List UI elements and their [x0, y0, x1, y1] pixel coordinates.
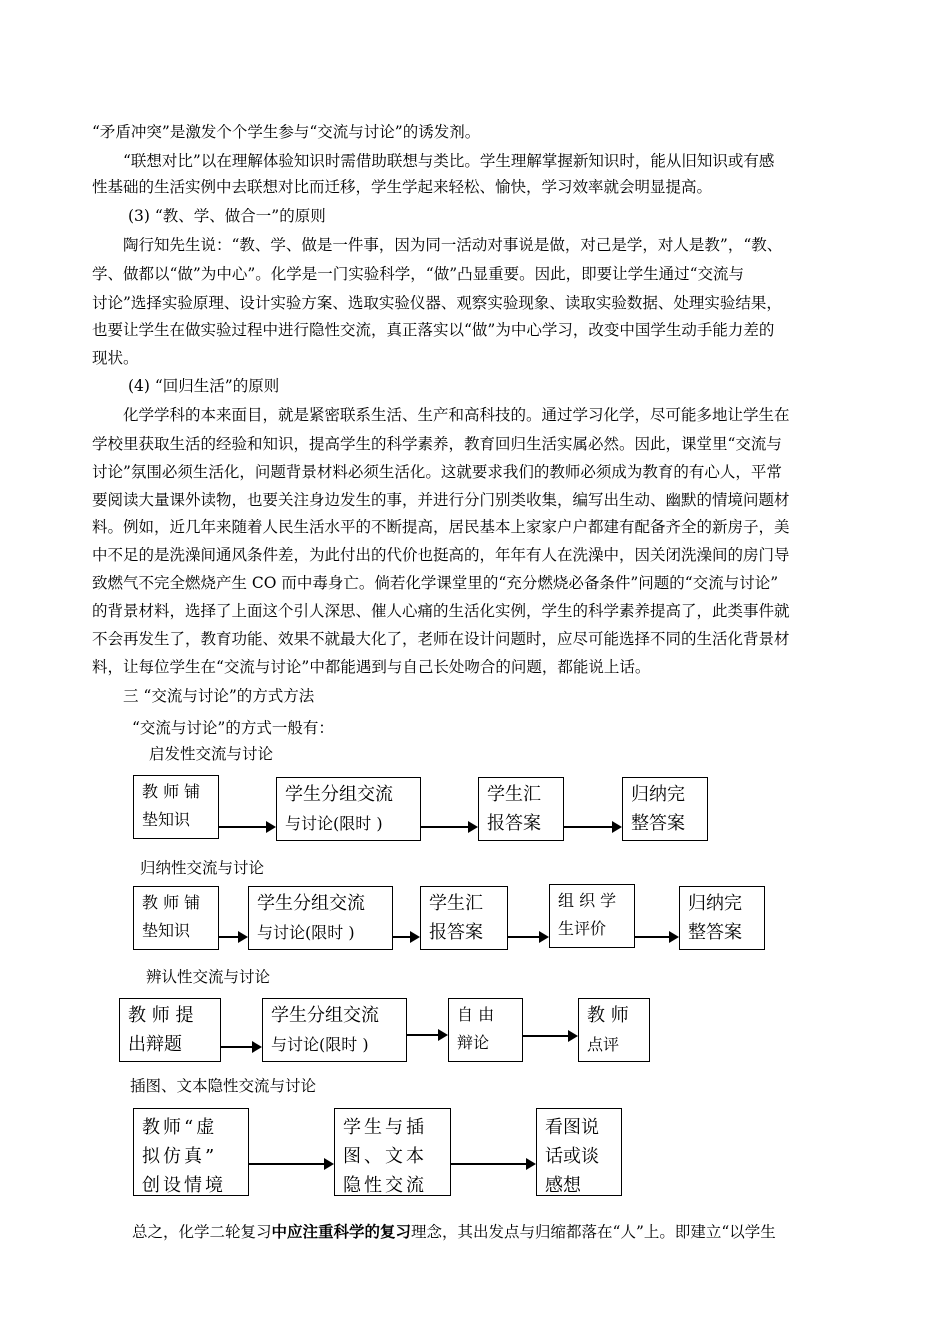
flow-arrow-icon — [421, 826, 476, 828]
box-line: 学生汇 — [487, 784, 541, 805]
box-line: 整答案 — [631, 813, 685, 834]
flow3-step4-box — [578, 998, 650, 1062]
paragraph-line: 也要让学生在做实验过程中进行隐性交流，真正落实以“做”为中心学习，改变中国学生动手能力差的 — [92, 321, 775, 339]
section-heading: 三 “交流与讨论”的方式方法 — [123, 687, 315, 705]
paragraph-line: 讨论”选择实验原理、设计实验方案、选取实验仪器、观察实验现象、读取实验数据、处理实验结果， — [92, 294, 782, 312]
flow1-step1-box — [133, 775, 219, 839]
box-line: 与讨论(限时 ) — [285, 814, 383, 833]
paragraph-line: 性基础的生活实例中去联想对比而迁移，学生学起来轻松、愉快，学习效率就会明显提高。 — [92, 178, 713, 196]
heading-principle-4: (4) “回归生活”的原则 — [128, 377, 280, 395]
box-line: 生评价 — [558, 919, 607, 938]
paragraph-line: 要阅读大量课外读物，也要关注身边发生的事，并进行分门别类收集，编写出生动、幽默的情境问题材 — [92, 491, 790, 509]
paragraph-line: 的背景材料，选择了上面这个引人深思、催人心痛的生活化实例，学生的科学素养提高了，此类事件就 — [92, 602, 790, 620]
box-line: 看图说 — [545, 1117, 599, 1138]
box-line: 图、文本 — [343, 1146, 427, 1167]
box-line: 垫知识 — [142, 810, 191, 829]
closing-line — [132, 1222, 776, 1242]
closing-text-c: 理念，其出发点与归缩都落在“人”上。即建立“以学生 — [411, 1223, 776, 1241]
flow2-step4-box — [549, 884, 635, 948]
paragraph-line: “矛盾冲突”是激发个个学生参与“交流与讨论”的诱发剂。 — [92, 123, 481, 141]
box-line: 整答案 — [688, 922, 742, 943]
flow3-step3-box — [448, 998, 523, 1062]
paragraph-line: 陶行知先生说：“教、学、做是一件事，因为同一活动对事说是做，对己是学，对人是教”，“教、 — [123, 236, 783, 254]
box-line: 组 织 学 — [558, 891, 617, 910]
flow-arrow-icon — [451, 1163, 534, 1165]
box-line: 与讨论(限时 ) — [271, 1035, 369, 1054]
paragraph-line: 致燃气不完全燃烧产生 CO 而中毒身亡。倘若化学课堂里的“充分燃烧必备条件”问题的“交流与讨论” — [92, 574, 779, 592]
flow1-step2-box — [276, 777, 421, 841]
box-line: 学生分组交流 — [285, 784, 393, 805]
box-line: 学生与插 — [343, 1117, 427, 1138]
box-line: 出辩题 — [128, 1034, 182, 1055]
flow-arrow-icon — [219, 826, 274, 828]
box-line: 报答案 — [487, 813, 541, 834]
box-line: 自 由 — [457, 1005, 495, 1024]
flow4-step3-box — [536, 1108, 622, 1196]
box-line: 教 师 提 — [128, 1005, 194, 1026]
flow-title-inductive: 归纳性交流与讨论 — [140, 859, 265, 877]
flow2-step2-box — [248, 886, 393, 950]
flow-arrow-icon — [508, 936, 547, 938]
flow2-step3-box — [420, 886, 508, 950]
flow-arrow-icon — [219, 936, 246, 938]
paragraph-line: 学校里获取生活的经验和知识，提高学生的科学素养，教育回归生活实属必然。因此，课堂里“交流与 — [92, 435, 782, 453]
box-line: 归纳完 — [688, 893, 742, 914]
flow3-step1-box — [119, 998, 221, 1062]
flow2-step5-box — [679, 886, 765, 950]
closing-text-a: 总之，化学二轮复习 — [132, 1223, 272, 1241]
box-line: 报答案 — [429, 922, 483, 943]
paragraph-line: “交流与讨论”的方式一般有： — [132, 719, 334, 737]
box-line: 拟仿真” — [142, 1146, 218, 1167]
paragraph-line: 料，让每位学生在“交流与讨论”中都能遇到与自己长处吻合的问题，都能说上话。 — [92, 658, 651, 676]
box-line: 垫知识 — [142, 921, 191, 940]
flow4-step2-box — [334, 1108, 451, 1196]
flow-title-heuristic: 启发性交流与讨论 — [149, 745, 274, 763]
flow1-step4-box — [622, 777, 708, 841]
box-line: 点评 — [587, 1035, 620, 1054]
box-line: 与讨论(限时 ) — [257, 923, 355, 942]
paragraph-line: 不会再发生了，教育功能、效果不就最大化了，老师在设计问题时，应尽可能选择不同的生活化背景材 — [92, 630, 790, 648]
closing-text-bold: 中应注重科学的复习 — [271, 1223, 412, 1241]
flow-arrow-icon — [635, 936, 677, 938]
flow-title-debate: 辨认性交流与讨论 — [146, 968, 271, 986]
flow-arrow-icon — [393, 936, 418, 938]
flow2-step1-box — [133, 886, 219, 950]
flow-title-illustration: 插图、文本隐性交流与讨论 — [130, 1077, 317, 1095]
box-line: 话或谈 — [545, 1146, 599, 1167]
paragraph-line: 学、做都以“做”为中心”。化学是一门实验科学，“做”凸显重要。因此，即要让学生通过“交流与 — [92, 265, 745, 283]
box-line: 教师“虚 — [142, 1117, 218, 1138]
paragraph-line: 中不足的是洗澡间通风条件差，为此付出的代价也挺高的，年年有人在洗澡中，因关闭洗澡间的房门导 — [92, 546, 790, 564]
flow-arrow-icon — [221, 1046, 260, 1048]
box-line: 隐性交流 — [343, 1175, 427, 1196]
flow-arrow-icon — [249, 1163, 332, 1165]
box-line: 创设情境 — [142, 1175, 226, 1196]
box-line: 学生分组交流 — [271, 1005, 379, 1026]
box-line: 学生汇 — [429, 893, 483, 914]
paragraph-line: “联想对比”以在理解体验知识时需借助联想与类比。学生理解掌握新知识时，能从旧知识或有感 — [123, 152, 775, 170]
flow-arrow-icon — [523, 1035, 576, 1037]
box-line: 教 师 铺 — [142, 893, 201, 912]
paragraph-line: 料。例如，近几年来随着人民生活水平的不断提高，居民基本上家家户户都建有配备齐全的新房子，美 — [92, 518, 790, 536]
paragraph-line: 现状。 — [92, 349, 139, 367]
flow1-step3-box — [478, 777, 564, 841]
paragraph-line: 化学学科的本来面目，就是紧密联系生活、生产和高科技的。通过学习化学，尽可能多地让学生在 — [123, 406, 790, 424]
box-line: 辩论 — [457, 1033, 490, 1052]
paragraph-line: 讨论”氛围必须生活化，问题背景材料必须生活化。这就要求我们的教师必须成为教育的有心人，平常 — [92, 463, 782, 481]
flow-arrow-icon — [564, 826, 620, 828]
box-line: 教 师 铺 — [142, 782, 201, 801]
flow4-step1-box — [133, 1108, 249, 1196]
box-line: 教 师 — [587, 1005, 629, 1026]
box-line: 归纳完 — [631, 784, 685, 805]
flow3-step2-box — [262, 998, 407, 1062]
heading-principle-3: (3) “教、学、做合一”的原则 — [128, 207, 326, 225]
box-line: 学生分组交流 — [257, 893, 365, 914]
flow-arrow-icon — [407, 1034, 446, 1036]
box-line: 感想 — [545, 1175, 581, 1196]
